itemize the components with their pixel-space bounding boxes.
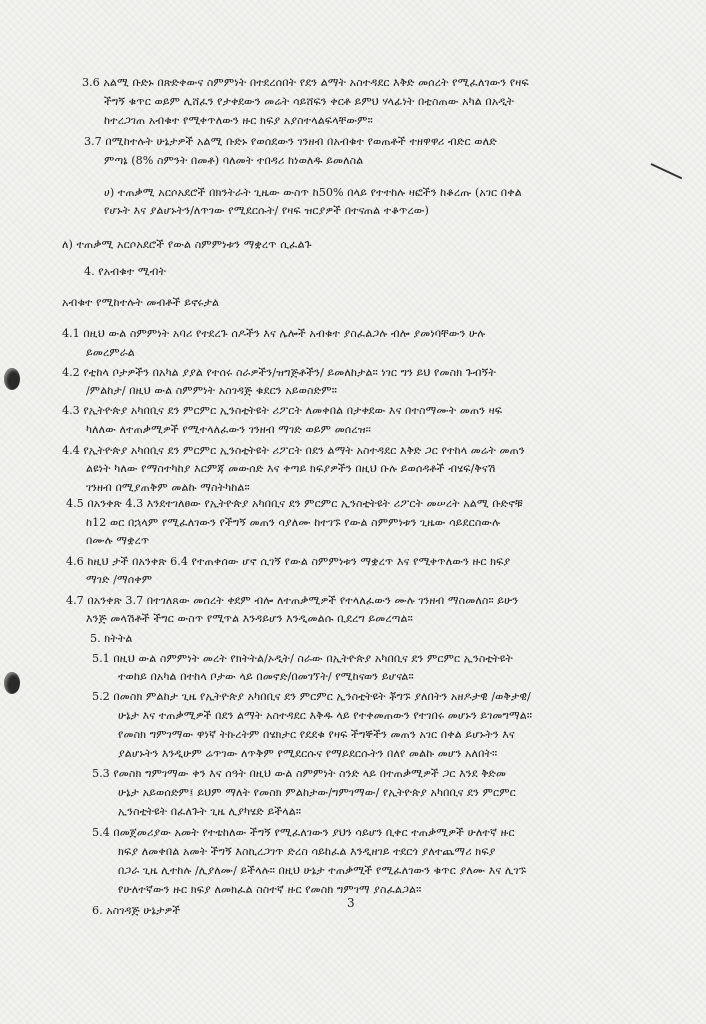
text-line: ተወከይ በአካል በተከላ ቦታው ላይ በመኖድ/በመገኘት/ የሚከናወን ይሆናል። <box>118 670 414 683</box>
text-line: 3.7 በሚከተሉት ሁኔታዎች አልሚ ቡድኑ የወሰደውን ገንዘብ በአብቁተ የወጠቶች ተዘዋዋሪ ብድር ወለድ <box>84 135 497 148</box>
punch-hole <box>4 368 20 390</box>
text-line: ክፍያ ለመቀበል አመት ችግኝ እስኪረጋገጥ ድረስ ሳይከፈል እንዲዘገይ ተደርጎ ያለተጨማሪ ክፍያ <box>118 845 496 858</box>
text-line: በሙሉ ማቋረጥ <box>86 534 150 547</box>
text-line: 5.2 በመስክ ምልከታ ጊዜ የኢትዮጵያ አካበቢና ደን ምርምር ኢንስቲትዩት ቾግኙ ያለበትን አዘዶታዊ /ወቅታዊ/ <box>92 690 531 703</box>
text-line: ሁኔታ አይወሰድም፤ ይህም ማለት የመስክ ምልከታው/ግምገማው/ የኢትዮጵያ አካበቢና ደን ምርምር <box>118 786 516 799</box>
section-heading: 6. አስገዳጅ ሁኔታዎች <box>92 904 181 917</box>
text-line: ኢንስቲትዩት በፈለጉት ጊዜ ሊያካሄድ ይችላል። <box>118 805 302 818</box>
text-line: 4.1 በዚህ ውል ስምምነት አባሪ የተደረጉ ሰዶችን እና ሌሎች አብቁተ ያስፈልጋሉ ብሎ ያመነባቸውን ሁሉ <box>62 327 486 340</box>
punch-hole <box>4 672 20 694</box>
text-line: ሁኔታ እና ተጠቃሚዎች በደን ልማት አስተዳደር እቅዱ ላይ የተቀመጠውን የተገበሩ መሆኑን ይገመግማል። <box>118 709 533 722</box>
page-number: 3 <box>347 896 355 910</box>
text-line: ልዩነት ካለው የማስተካከያ እርምጃ መውሰድ እና ቀጣይ ክፍያዎችን በዚህ ቡሉ ይወሰዳቶች ብሄፍ/ቅናሽ <box>86 462 496 475</box>
text-line: ምጣኔ (8% ስምንት በመቶ) ባለመት ተበዳሪ ከነወለዱ ይመለስል <box>104 154 364 167</box>
text-line: 5.4 በመጀመሪያው አመት የተቴከለው ችግኝ የሚፈለገውን ያህን ሳይሆን ቢቀር ተጠቃሚዎች ሁለተኛ ዙር <box>92 826 515 839</box>
text-line: /ምልከታ/ በዚህ ውል ስምምነት አስገዳጅ ቁደርን አይወስድም። <box>86 384 337 397</box>
section-heading: 4. የአብቁተ ሚብት <box>84 265 167 278</box>
pen-mark <box>651 163 683 179</box>
text-line: 4.5 በአንቀጽ 4.3 እንደተገለፀው የኢትዮጵያ አካበቢና ደን ምርምር ኢንስቲትዩት ሪፖርት መሠረት አልሚ ቡድኖቹ <box>66 497 523 510</box>
text-line: 5.1 በዚህ ውል ስምምነት መረት የክትትል/ኦዲት/ ስራው በኢትዮጵያ አካበቢና ደን ምርምር ኢንስቲትዩት <box>92 652 513 665</box>
text-line: 5.3 የመስክ ግምገማው ቀን እና ሰዓት በዚህ ውል ስምምነት ስንድ ላይ በተጠቃሚዎች ጋር እንደ ቅድመ <box>92 767 507 780</box>
text-line: በጋራ ጊዜ ሊተከሉ /ሊያለሙ/ ይችላሉ። በዚህ ሁኔታ ተጠቃሚች የሚፈለገውን ቁጥር ያለሙ እና ሊገኙ <box>118 864 527 877</box>
text-line: ለ) ተጠቃሚ አርሶአደሮች የውል ስምምነቱን ማቋረጥ ሲፈልጉ <box>62 238 312 251</box>
text-line: 4.3 የኢትዮጵያ አካበቢና ደን ምርምር ኢንስቲትዩት ሪፖርት ለመቀበል በታቀደው እና በተስማሙት መጠን ዛፍ <box>62 404 503 417</box>
text-line: 4.6 ከዚህ ታች በአንቀጽ 6.4 የተጠቀሰው ሆኖ ሲገኝ የውል ስምምነቱን ማቋረጥ እና የሚቀጥለውን ዙር ክፍያ <box>66 555 511 568</box>
text-line: የሆኑት እና ያልሆኑትን/ለጥገው የሚደርሱት/ የዛፍ ዝርያዎች በተናጠል ተቆጥረው) <box>104 204 429 217</box>
text-line: ካለለው ለተጠቃሚዎች የሚተላለፈውን ገንዘብ ማገድ ወይም መሰረዝ፡፡ <box>86 423 371 436</box>
text-line: 4.2 የቲከላ ቦታዎችን በአካል ያያል የተሰሩ ስራዎችን/ዝግጅቶችን/ ይመለከታል። ነገር ግን ይህ የመስክ ጉብኝት <box>62 366 496 379</box>
text-line: ማገድ /ማሰቀም <box>86 573 153 586</box>
text-line: 4.7 በአንቀጽ 3.7 በተገለጸው መሰረት ቀደም ብሎ ለተጠቃሚዎች የተላለፈውን ሙሉ ገንዘብ ማስመለስ። ይሁን <box>66 594 519 607</box>
text-line: 3.6 አልሚ ቡድኑ በጽድቀውና ስምምነት በተደረሰበት የደን ልማት አስተዳደር እቅድ መሰረት የሚፈለገውን የዛፍ <box>82 76 529 89</box>
text-line: ያልሆኑትን እንዲሁም ሬጥገው ለጥቅም የሚደርሱና የማይደርሱትን በለየ መልኩ መሆን አለበት። <box>118 747 498 760</box>
text-line: ችግኝ ቁጥር ወይም ሊሸፈን የታቀደውን መሬት ሳይሸፍን ቀርቶ ይምህ ሃላፊነት በቲስጠው አካል በአዲት <box>104 95 515 108</box>
text-line: ከ12 ወር በኋላም የሚፈለገውን የችግኝ መጠን ሳያለሙ ከተገኙ የውል ስምምነቱን ጊዜው ሳይደርስውሉ <box>86 516 501 529</box>
text-line: ይመረምራል <box>86 346 135 359</box>
section-heading: 5. ክትትል <box>90 632 133 645</box>
text-line: እንጅ መላሽቶች ችግር ውስጥ የሚጥል እንዳይሆን እንዲመልሱ ቢደረግ ይመረጣል። <box>86 612 413 625</box>
text-line: ከተረጋገጠ አብቁተ የሚቀጥለውን ዙር ክፍያ አያስተላልፍላቸውም። <box>104 114 373 127</box>
text-line: ሀ) ተጠቃሚ አርሶአደሮች በክንትራት ጊዜው ውስጥ ከ50% በላይ የተተከሉ ዛፎችን ከቆረጡ (አገር በቀል <box>104 186 522 199</box>
text-line: ገንዘብ በሚያጠቅም መልኩ ማስትካከል። <box>86 481 250 494</box>
text-line: አብቁተ የሚከተሉት መብቶች ይኖሩታል <box>62 296 220 309</box>
text-line: የሁለተኛውን ዙር ክፍያ ለመክፈል ስስተኛ ዙር የመስክ ግምገማ ያስፈልጋል። <box>118 883 422 896</box>
text-line: 4.4 የኢትዮጵያ አካበቢና ደን ምርምር ኢንስቲትዩት ሪፖርት በደን ልማት አስተዳደር እቅድ ጋር የተከላ መሬት መጠን <box>62 444 525 457</box>
text-line: የመስክ ግምገማው ዋነኛ ትኩረትም በሄክታር የደደቁ የዛፍ ችግኞችን መጠን አገር በቀል ይሆኑትን እና <box>118 728 515 741</box>
